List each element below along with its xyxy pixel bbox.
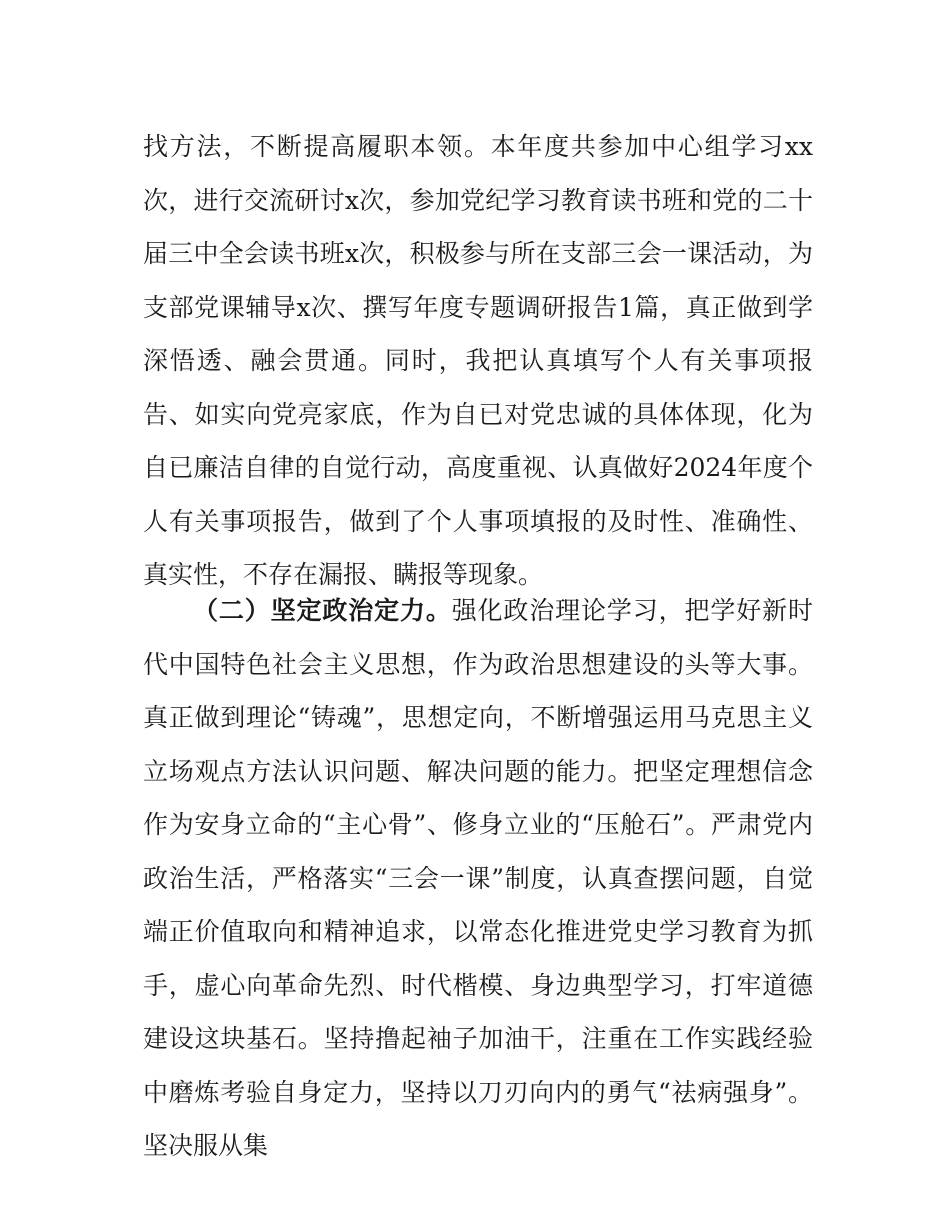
body-paragraph-1: 找方法，不断提高履职本领。本年度共参加中心组学习xx次，进行交流研讨x次，参加党纪学习教育读书班和党的二十届三中全会读书班x次，积极参与所在支部三会一课活动，为支部党课辅导x次、撰写年度专题调研报告1篇，真正做到学深悟透、融会贯通。同时，我把认真填写个人有关事项报告、如实向党亮家底，作为自已对党忠诚的具体体现，化为自已廉洁自律的自觉行动，高度重视、认真做好2024年度个人有关事项报告，做到了个人事项填报的及时性、准确性、真实性，不存在漏报、瞒报等现象。 bbox=[143, 132, 813, 589]
section-heading: （二）坚定政治定力。 bbox=[193, 596, 452, 625]
body-paragraph-2 bbox=[143, 584, 813, 1173]
section-body-text: 强化政治理论学习，把学好新时代中国特色社会主义思想，作为政治思想建设的头等大事。真正做到理论“铸魂”，思想定向，不断增强运用马克思主义立场观点方法认识问题、解决问题的能力。把坚定理想信念作为安身立命的“主心骨”、修身立业的“压舱石”。严肃党内政治生活，严格落实“三会一课”制度，认真查摆问题，自觉端正价值取向和精神追求，以常态化推进党史学习教育为抓手，虚心向革命先烈、时代楷模、身边典型学习，打牢道德建设这块基石。坚持撸起袖子加油干，注重在工作实践经验中磨炼考验自身定力，坚持以刀刃向内的勇气“祛病强身”。坚决服从集 bbox=[143, 596, 813, 1160]
